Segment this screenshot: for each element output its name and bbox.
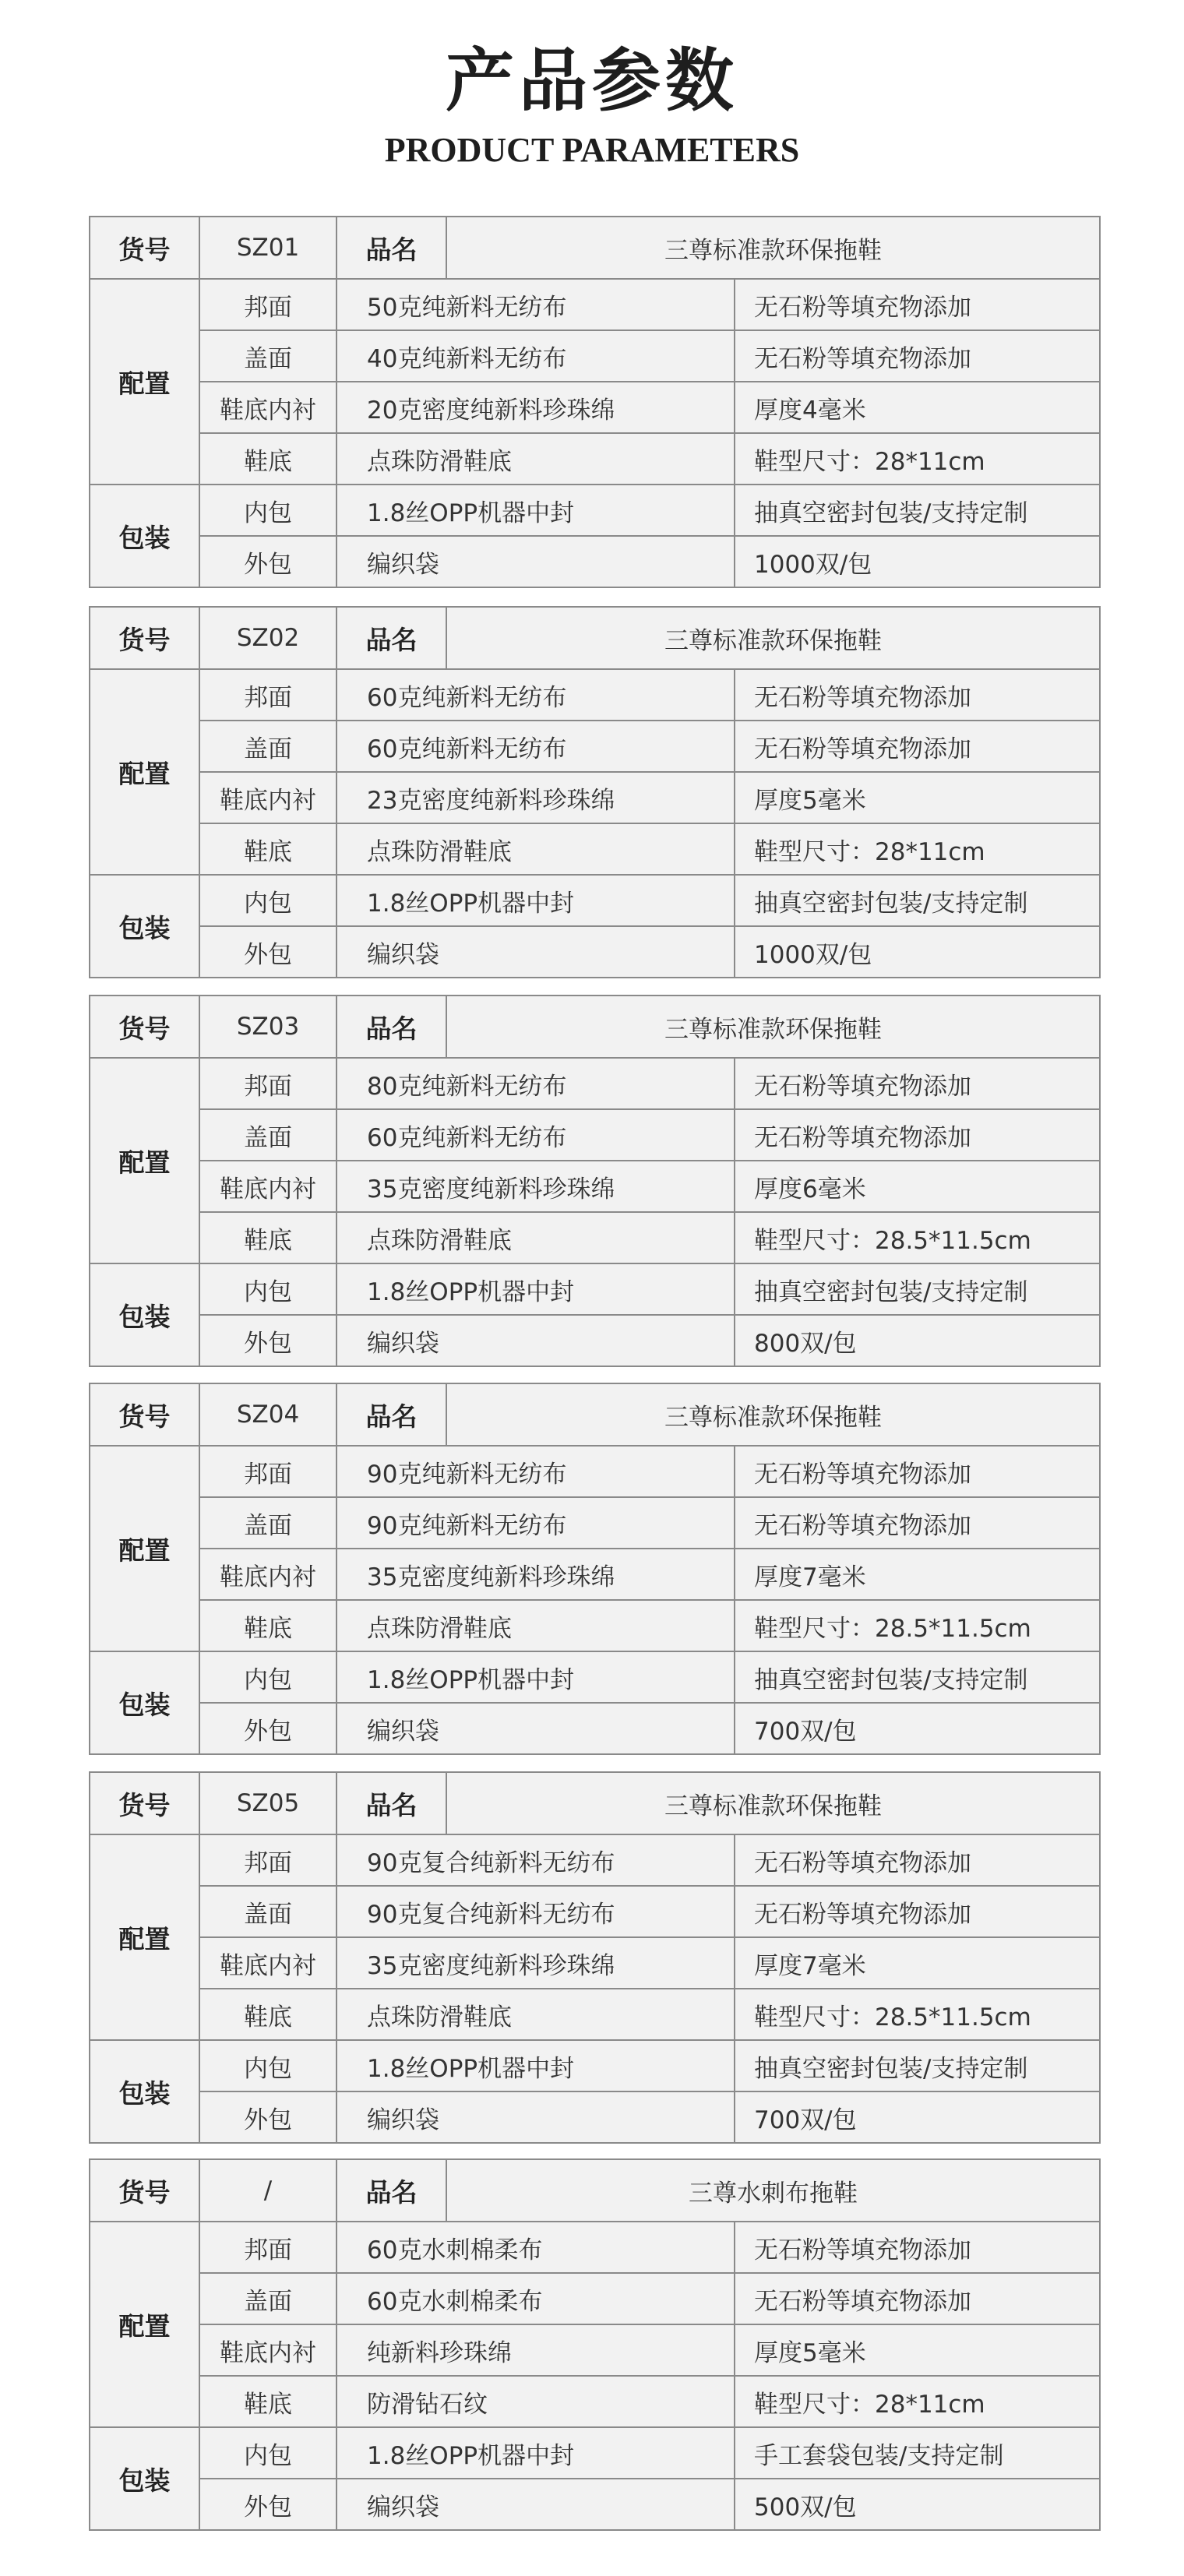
upper-note: 无石粉等填充物添加 [735,279,1100,330]
spec-row-lining [90,772,1100,823]
spec-row-outer [90,1703,1100,1754]
sole-label: 鞋底 [199,1600,337,1651]
inner-value: 1.8丝OPP机器中封 [337,1651,735,1703]
cover-note: 无石粉等填充物添加 [735,721,1100,772]
cover-label: 盖面 [199,721,337,772]
product-code: / [199,2159,337,2222]
product-code: SZ03 [199,996,337,1058]
inner-label: 内包 [199,875,337,926]
package-label: 包装 [90,875,199,978]
spec-row-lining [90,382,1100,433]
outer-label: 外包 [199,1703,337,1754]
inner-value: 1.8丝OPP机器中封 [337,2427,735,2479]
page-subtitle: PRODUCT PARAMETERS [384,131,800,169]
spec-row-outer [90,1315,1100,1366]
spec-header-row [90,996,1100,1058]
inner-value: 1.8丝OPP机器中封 [337,2040,735,2091]
config-label: 配置 [90,669,199,875]
product-name: 三尊标准款环保拖鞋 [446,1772,1100,1834]
sole-label: 鞋底 [199,823,337,875]
spec-row-sole [90,2376,1100,2427]
sole-label: 鞋底 [199,1212,337,1263]
spec-row-upper [90,1834,1100,1886]
upper-label: 邦面 [199,1446,337,1497]
cover-label: 盖面 [199,1497,337,1549]
spec-row-lining [90,2324,1100,2376]
inner-note: 抽真空密封包装/支持定制 [735,2040,1100,2091]
spec-row-inner [90,2040,1100,2091]
upper-value: 50克纯新料无纺布 [337,279,735,330]
code-label: 货号 [90,1383,199,1446]
sole-value: 点珠防滑鞋底 [337,1212,735,1263]
spec-header-row [90,1772,1100,1834]
lining-value: 35克密度纯新料珍珠绵 [337,1161,735,1212]
name-label: 品名 [337,217,446,279]
cover-label: 盖面 [199,2273,337,2324]
spec-row-sole [90,1212,1100,1263]
product-name: 三尊标准款环保拖鞋 [446,217,1100,279]
upper-label: 邦面 [199,669,337,721]
upper-note: 无石粉等填充物添加 [735,1446,1100,1497]
upper-value: 90克纯新料无纺布 [337,1446,735,1497]
sole-note: 鞋型尺寸：28.5*11.5cm [735,1600,1100,1651]
name-label: 品名 [337,2159,446,2222]
lining-note: 厚度5毫米 [735,2324,1100,2376]
lining-note: 厚度7毫米 [735,1549,1100,1600]
spec-row-sole [90,823,1100,875]
cover-label: 盖面 [199,1109,337,1161]
spec-row-cover [90,330,1100,382]
package-label: 包装 [90,1263,199,1366]
upper-note: 无石粉等填充物添加 [735,1834,1100,1886]
upper-value: 60克纯新料无纺布 [337,669,735,721]
upper-label: 邦面 [199,2222,337,2273]
product-spec-table [89,2158,1101,2531]
product-name: 三尊标准款环保拖鞋 [446,607,1100,669]
upper-value: 60克水刺棉柔布 [337,2222,735,2273]
inner-label: 内包 [199,2040,337,2091]
code-label: 货号 [90,607,199,669]
name-label: 品名 [337,1772,446,1834]
spec-row-outer [90,2091,1100,2143]
upper-note: 无石粉等填充物添加 [735,2222,1100,2273]
inner-label: 内包 [199,485,337,536]
inner-label: 内包 [199,1263,337,1315]
sole-value: 点珠防滑鞋底 [337,823,735,875]
cover-label: 盖面 [199,330,337,382]
name-label: 品名 [337,996,446,1058]
inner-note: 抽真空密封包装/支持定制 [735,875,1100,926]
sole-note: 鞋型尺寸：28*11cm [735,433,1100,485]
package-label: 包装 [90,1651,199,1754]
cover-value: 60克纯新料无纺布 [337,721,735,772]
cover-value: 90克复合纯新料无纺布 [337,1886,735,1937]
lining-note: 厚度6毫米 [735,1161,1100,1212]
spec-row-upper [90,2222,1100,2273]
inner-value: 1.8丝OPP机器中封 [337,875,735,926]
upper-label: 邦面 [199,1058,337,1109]
inner-note: 抽真空密封包装/支持定制 [735,1263,1100,1315]
spec-row-outer [90,926,1100,978]
sole-label: 鞋底 [199,1989,337,2040]
product-code: SZ04 [199,1383,337,1446]
name-label: 品名 [337,1383,446,1446]
lining-value: 35克密度纯新料珍珠绵 [337,1937,735,1989]
sole-note: 鞋型尺寸：28.5*11.5cm [735,1212,1100,1263]
outer-note: 700双/包 [735,2091,1100,2143]
outer-note: 800双/包 [735,1315,1100,1366]
upper-note: 无石粉等填充物添加 [735,669,1100,721]
spec-row-cover [90,2273,1100,2324]
spec-row-sole [90,1600,1100,1651]
spec-row-outer [90,2479,1100,2530]
spec-row-sole [90,1989,1100,2040]
upper-value: 80克纯新料无纺布 [337,1058,735,1109]
cover-note: 无石粉等填充物添加 [735,1109,1100,1161]
page-title: 产品参数 [445,40,738,121]
sole-label: 鞋底 [199,433,337,485]
sole-value: 点珠防滑鞋底 [337,433,735,485]
sole-value: 防滑钻石纹 [337,2376,735,2427]
code-label: 货号 [90,2159,199,2222]
name-label: 品名 [337,607,446,669]
code-label: 货号 [90,996,199,1058]
spec-row-lining [90,1161,1100,1212]
upper-value: 90克复合纯新料无纺布 [337,1834,735,1886]
lining-label: 鞋底内衬 [199,2324,337,2376]
spec-header-row [90,2159,1100,2222]
outer-label: 外包 [199,1315,337,1366]
cover-value: 90克纯新料无纺布 [337,1497,735,1549]
outer-value: 编织袋 [337,1315,735,1366]
upper-note: 无石粉等填充物添加 [735,1058,1100,1109]
spec-row-inner [90,2427,1100,2479]
config-label: 配置 [90,1446,199,1651]
outer-note: 1000双/包 [735,536,1100,587]
cover-note: 无石粉等填充物添加 [735,2273,1100,2324]
product-spec-table [89,606,1101,978]
spec-row-lining [90,1549,1100,1600]
outer-label: 外包 [199,926,337,978]
cover-value: 40克纯新料无纺布 [337,330,735,382]
code-label: 货号 [90,217,199,279]
product-name: 三尊标准款环保拖鞋 [446,996,1100,1058]
code-label: 货号 [90,1772,199,1834]
lining-label: 鞋底内衬 [199,1161,337,1212]
product-spec-table [89,216,1101,588]
product-spec-table [89,995,1101,1367]
inner-label: 内包 [199,1651,337,1703]
outer-value: 编织袋 [337,2091,735,2143]
inner-note: 手工套袋包装/支持定制 [735,2427,1100,2479]
outer-note: 700双/包 [735,1703,1100,1754]
spec-row-cover [90,721,1100,772]
spec-row-sole [90,433,1100,485]
spec-row-upper [90,1058,1100,1109]
spec-row-cover [90,1109,1100,1161]
spec-row-upper [90,669,1100,721]
config-label: 配置 [90,1058,199,1263]
lining-value: 20克密度纯新料珍珠绵 [337,382,735,433]
inner-value: 1.8丝OPP机器中封 [337,1263,735,1315]
lining-value: 纯新料珍珠绵 [337,2324,735,2376]
product-name: 三尊水刺布拖鞋 [446,2159,1100,2222]
sole-label: 鞋底 [199,2376,337,2427]
spec-row-upper [90,279,1100,330]
package-label: 包装 [90,2427,199,2530]
lining-note: 厚度5毫米 [735,772,1100,823]
spec-row-inner [90,1651,1100,1703]
product-code: SZ02 [199,607,337,669]
outer-note: 500双/包 [735,2479,1100,2530]
outer-value: 编织袋 [337,926,735,978]
product-code: SZ05 [199,1772,337,1834]
lining-note: 厚度7毫米 [735,1937,1100,1989]
lining-label: 鞋底内衬 [199,772,337,823]
config-label: 配置 [90,279,199,485]
cover-value: 60克水刺棉柔布 [337,2273,735,2324]
spec-row-cover [90,1497,1100,1549]
lining-label: 鞋底内衬 [199,382,337,433]
lining-value: 35克密度纯新料珍珠绵 [337,1549,735,1600]
product-code: SZ01 [199,217,337,279]
outer-note: 1000双/包 [735,926,1100,978]
lining-label: 鞋底内衬 [199,1549,337,1600]
sole-note: 鞋型尺寸：28*11cm [735,2376,1100,2427]
sole-value: 点珠防滑鞋底 [337,1989,735,2040]
inner-note: 抽真空密封包装/支持定制 [735,485,1100,536]
spec-row-inner [90,485,1100,536]
lining-note: 厚度4毫米 [735,382,1100,433]
cover-note: 无石粉等填充物添加 [735,1497,1100,1549]
cover-label: 盖面 [199,1886,337,1937]
sole-value: 点珠防滑鞋底 [337,1600,735,1651]
spec-row-inner [90,875,1100,926]
spec-header-row [90,217,1100,279]
inner-note: 抽真空密封包装/支持定制 [735,1651,1100,1703]
cover-value: 60克纯新料无纺布 [337,1109,735,1161]
package-label: 包装 [90,485,199,587]
upper-label: 邦面 [199,279,337,330]
lining-label: 鞋底内衬 [199,1937,337,1989]
package-label: 包装 [90,2040,199,2143]
outer-label: 外包 [199,536,337,587]
inner-value: 1.8丝OPP机器中封 [337,485,735,536]
outer-label: 外包 [199,2091,337,2143]
lining-value: 23克密度纯新料珍珠绵 [337,772,735,823]
cover-note: 无石粉等填充物添加 [735,1886,1100,1937]
spec-row-inner [90,1263,1100,1315]
spec-row-outer [90,536,1100,587]
product-spec-table [89,1771,1101,2144]
upper-label: 邦面 [199,1834,337,1886]
spec-row-cover [90,1886,1100,1937]
product-name: 三尊标准款环保拖鞋 [446,1383,1100,1446]
sole-note: 鞋型尺寸：28*11cm [735,823,1100,875]
spec-header-row [90,1383,1100,1446]
config-label: 配置 [90,1834,199,2040]
spec-row-upper [90,1446,1100,1497]
outer-label: 外包 [199,2479,337,2530]
config-label: 配置 [90,2222,199,2427]
inner-label: 内包 [199,2427,337,2479]
spec-header-row [90,607,1100,669]
sole-note: 鞋型尺寸：28.5*11.5cm [735,1989,1100,2040]
outer-value: 编织袋 [337,536,735,587]
outer-value: 编织袋 [337,2479,735,2530]
spec-row-lining [90,1937,1100,1989]
cover-note: 无石粉等填充物添加 [735,330,1100,382]
outer-value: 编织袋 [337,1703,735,1754]
product-spec-table [89,1383,1101,1755]
